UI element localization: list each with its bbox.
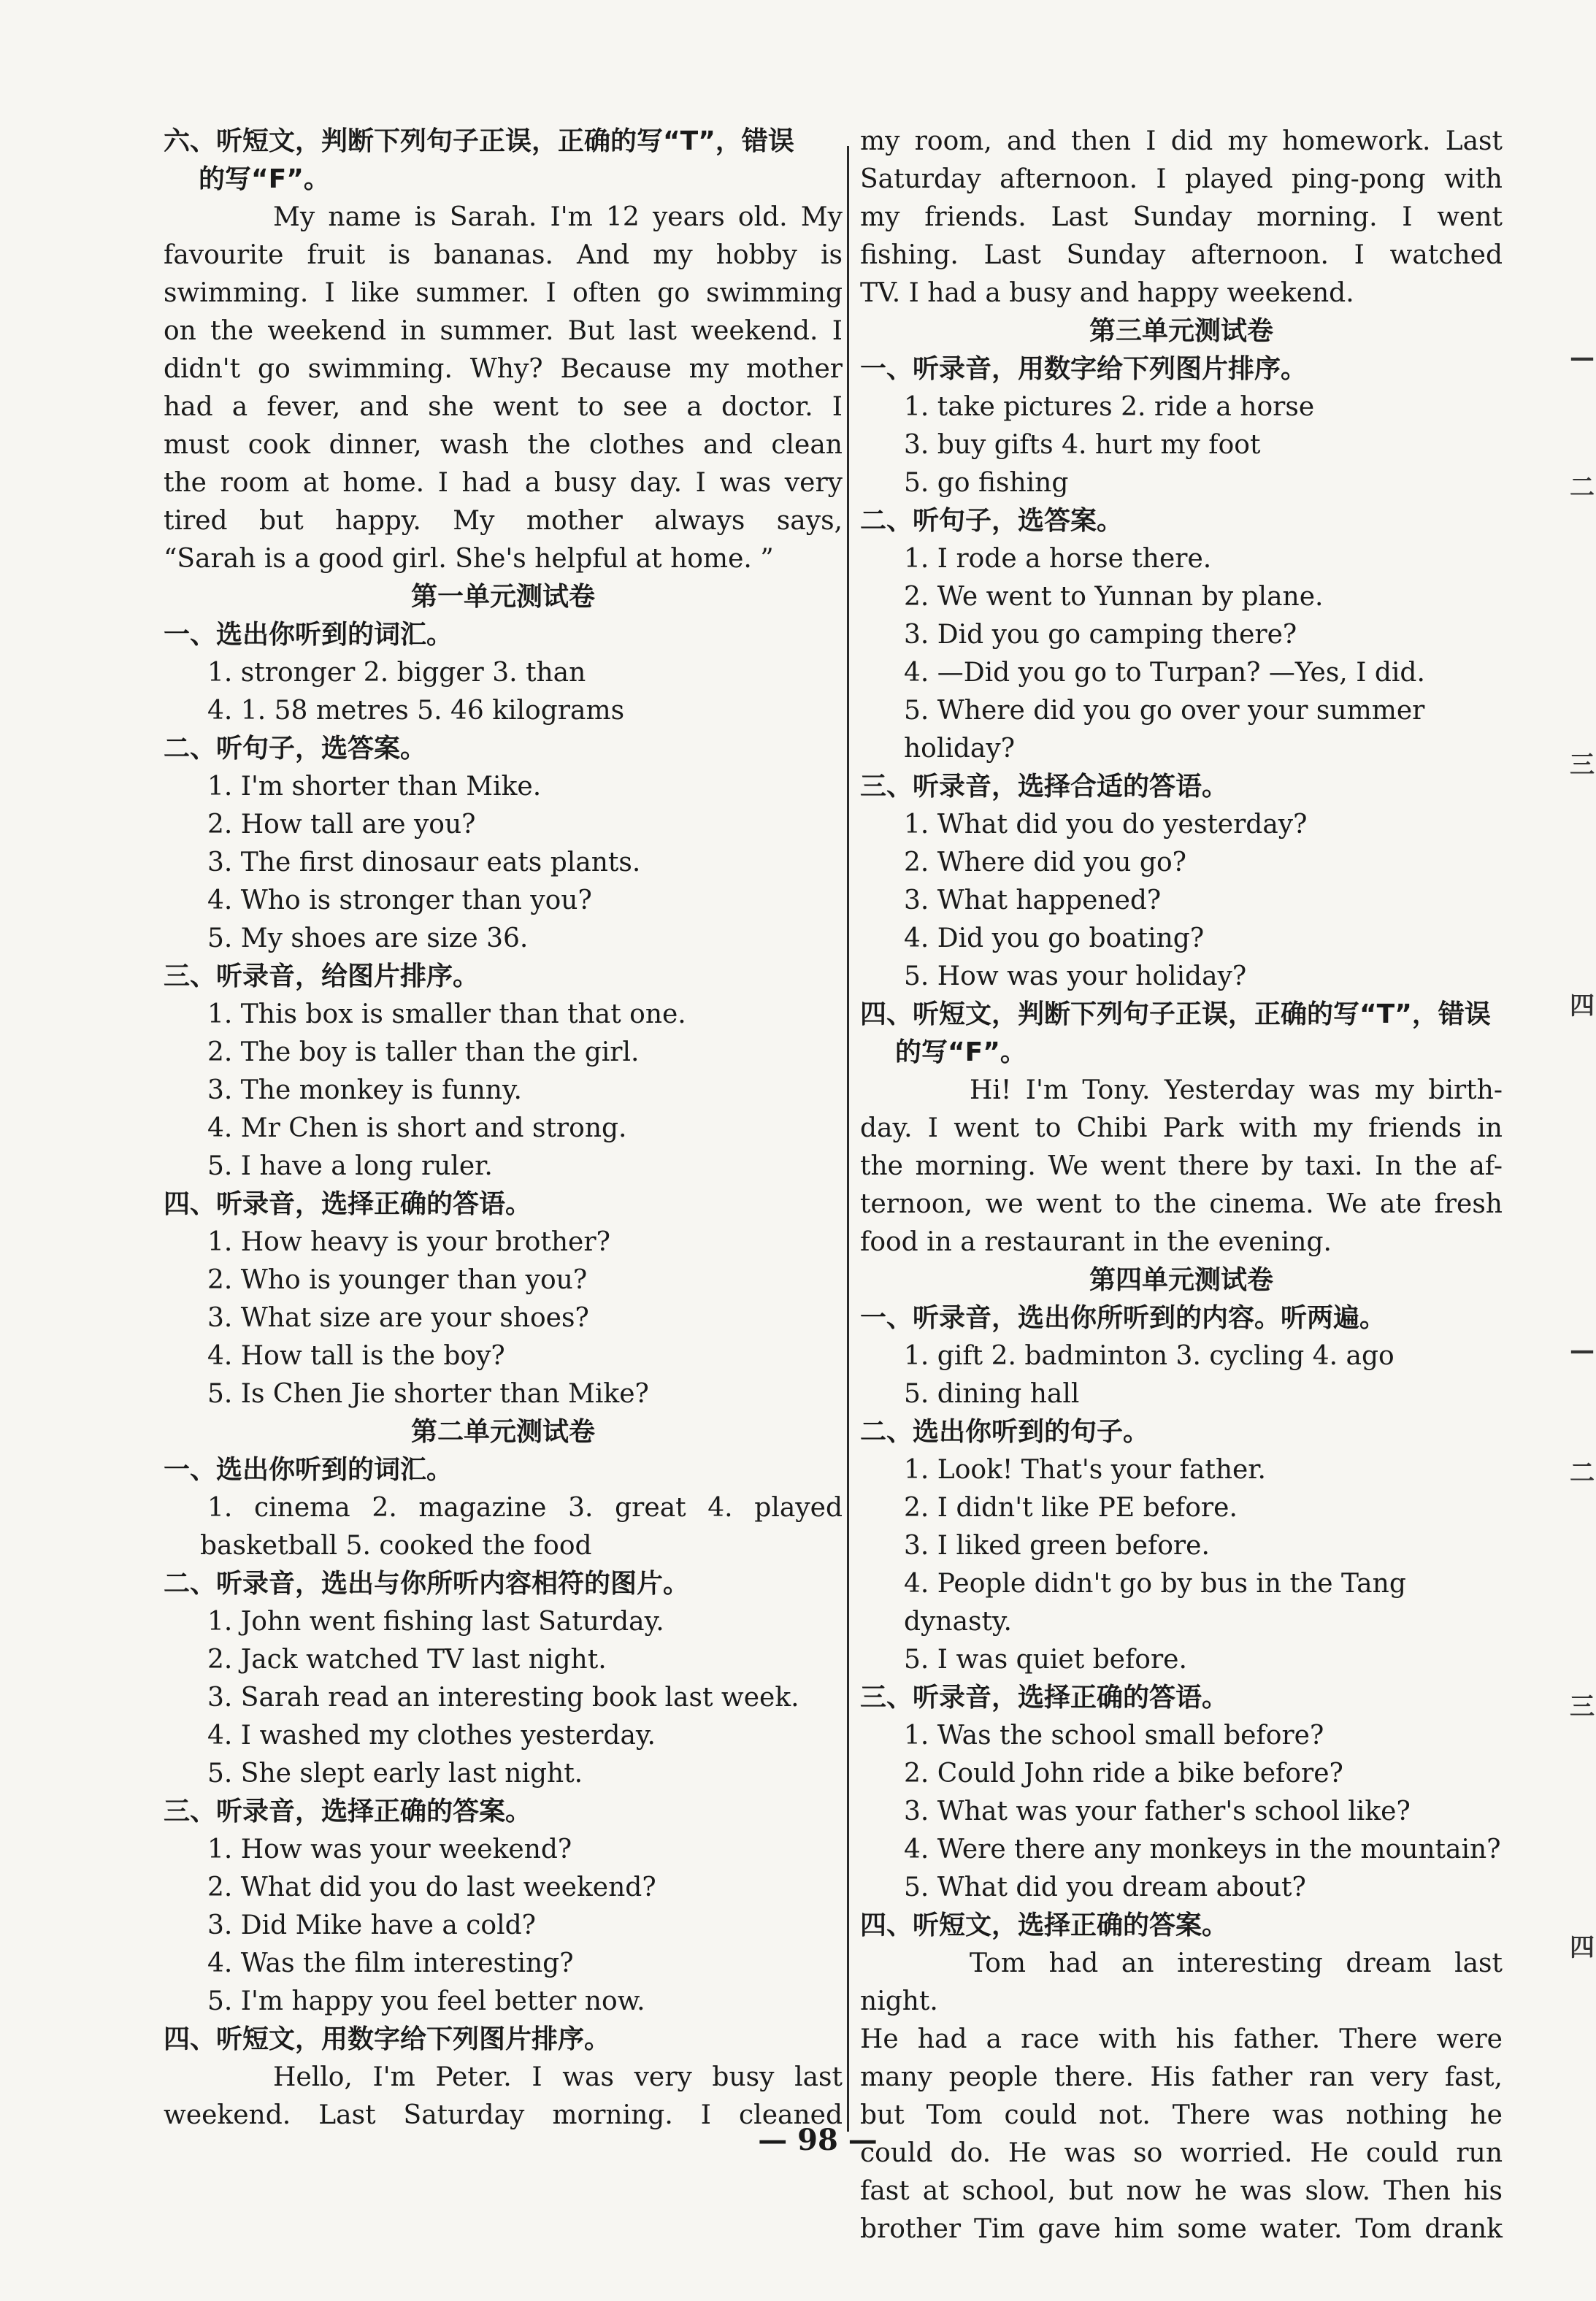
list-item: 3. Sarah read an interesting book last week. — [207, 1683, 799, 1713]
unit-title: 第一单元测试卷 — [410, 582, 595, 612]
section-heading: 三、听录音，选择合适的答语。 — [860, 772, 1229, 802]
list-item: 5. go fishing — [904, 468, 1069, 498]
unit-title: 第三单元测试卷 — [1089, 316, 1273, 346]
page-number: — 98 — — [758, 2123, 878, 2157]
list-item: 1. Look! That's your father. — [904, 1455, 1267, 1485]
section-heading: 四、听短文，判断下列句子正误，正确的写“T”，错误 — [860, 999, 1491, 1029]
list-item: 1. stronger 2. bigger 3. than — [207, 658, 586, 688]
paragraph-line: my friends. Last Sunday morning. I went — [860, 202, 1503, 232]
section-heading: 六、听短文，判断下列句子正误，正确的写“T”，错误 — [164, 126, 794, 156]
paragraph-line: ternoon, we went to the cinema. We ate fresh — [860, 1189, 1503, 1219]
list-item: 2. Who is younger than you? — [207, 1265, 588, 1295]
list-item: 3. I liked green before. — [904, 1531, 1210, 1561]
paragraph-line: food in a restaurant in the evening. — [860, 1227, 1332, 1257]
left-column — [164, 123, 843, 2135]
list-item: 1. This box is smaller than that one. — [207, 999, 686, 1029]
list-item: 4. 1. 58 metres 5. 46 kilograms — [207, 696, 625, 726]
paragraph-line: must cook dinner, wash the clothes and clean — [164, 430, 843, 460]
section-heading-cont: 的写“F”。 — [895, 1037, 1027, 1067]
paragraph-line: Tom had an interesting dream last night. — [860, 1948, 1503, 2016]
list-item: 3. Did Mike have a cold? — [207, 1910, 536, 1940]
page-number-value: 98 — [797, 2123, 838, 2157]
unit-title: 第二单元测试卷 — [410, 1417, 595, 1447]
list-item: 1. How was your weekend? — [207, 1835, 572, 1864]
list-item: 1. cinema 2. magazine 3. great 4. played — [207, 1493, 843, 1523]
list-item: 2. The boy is taller than the girl. — [207, 1037, 640, 1067]
list-item: 3. What size are your shoes? — [207, 1303, 589, 1333]
list-item: 4. How tall is the boy? — [207, 1341, 505, 1371]
paragraph-line: Saturday afternoon. I played ping-pong with — [860, 164, 1503, 194]
list-item: 3. The monkey is funny. — [207, 1075, 522, 1105]
unit-title: 第四单元测试卷 — [1089, 1265, 1273, 1295]
paragraph-line: the room at home. I had a busy day. I was very — [164, 468, 843, 498]
right-column — [860, 123, 1503, 2248]
paragraph-line: favourite fruit is bananas. And my hobby is — [164, 240, 843, 270]
list-item: 5. How was your holiday? — [904, 961, 1247, 991]
list-item: 4. Was the film interesting? — [207, 1948, 574, 1978]
list-item: basketball 5. cooked the food — [200, 1531, 592, 1561]
list-item: 1. What did you do yesterday? — [904, 810, 1308, 840]
paragraph-line: fishing. Last Sunday afternoon. I watched — [860, 240, 1503, 270]
section-heading: 二、选出你听到的句子。 — [860, 1417, 1150, 1447]
paragraph-line: my room, and then I did my homework. Last — [860, 126, 1503, 156]
section-heading: 三、听录音，给图片排序。 — [164, 961, 480, 991]
section-heading-cont: 的写“F”。 — [199, 164, 330, 194]
list-item: 3. Did you go camping there? — [904, 620, 1297, 650]
list-item: 5. She slept early last night. — [207, 1759, 583, 1789]
edge-mark: 四 — [1570, 991, 1595, 1021]
list-item: 2. What did you do last weekend? — [207, 1872, 656, 1902]
paragraph-line: many people there. His father ran very fast, — [860, 2062, 1503, 2092]
paragraph-line: on the weekend in summer. But last weekend. I — [164, 316, 843, 346]
list-item: 2. How tall are you? — [207, 810, 476, 840]
edge-mark: 二 — [1570, 473, 1595, 502]
list-item: 1. How heavy is your brother? — [207, 1227, 610, 1257]
paragraph-line: fast at school, but now he was slow. Then his — [860, 2176, 1503, 2206]
section-heading: 三、听录音，选择正确的答语。 — [860, 1683, 1229, 1713]
list-item: 3. The first dinosaur eats plants. — [207, 848, 641, 877]
list-item: 3. What was your father's school like? — [904, 1797, 1411, 1826]
list-item: 4. Did you go boating? — [904, 923, 1205, 953]
column-divider — [847, 146, 849, 2132]
paragraph-line: the morning. We went there by taxi. In the af- — [860, 1151, 1503, 1181]
section-heading: 四、听录音，选择正确的答语。 — [164, 1189, 532, 1219]
paragraph-line: “Sarah is a good girl. She's helpful at home. ” — [164, 544, 774, 574]
list-item: 1. John went fishing last Saturday. — [207, 1607, 664, 1637]
list-item: 2. Jack watched TV last night. — [207, 1645, 607, 1675]
paragraph-line: brother Tim gave him some water. Tom drank — [860, 2214, 1503, 2244]
paragraph-line: swimming. I like summer. I often go swimming — [164, 278, 843, 308]
edge-mark: — — [1570, 1336, 1595, 1365]
paragraph-line: Hi! I'm Tony. Yesterday was my birth- — [970, 1075, 1503, 1105]
list-item: 5. dining hall — [904, 1379, 1080, 1409]
section-heading: 四、听短文，用数字给下列图片排序。 — [164, 2024, 611, 2054]
list-item: 1. I'm shorter than Mike. — [207, 772, 542, 802]
list-item: 2. Where did you go? — [904, 848, 1186, 877]
paragraph-line: day. I went to Chibi Park with my friends in — [860, 1113, 1503, 1143]
list-item: 4. Mr Chen is short and strong. — [207, 1113, 627, 1143]
list-item: 3. buy gifts 4. hurt my foot — [904, 430, 1261, 460]
list-item: 1. gift 2. badminton 3. cycling 4. ago — [904, 1341, 1394, 1371]
list-item: 4. I washed my clothes yesterday. — [207, 1721, 656, 1751]
paragraph-line: He had a race with his father. There were — [860, 2024, 1503, 2054]
section-heading: 二、听句子，选答案。 — [860, 506, 1124, 536]
list-item: 3. What happened? — [904, 886, 1162, 915]
list-item: 1. I rode a horse there. — [904, 544, 1212, 574]
paragraph-line: Hello, I'm Peter. I was very busy last — [273, 2062, 843, 2092]
edge-mark: 四 — [1570, 1933, 1595, 1962]
list-item: 4. —Did you go to Turpan? —Yes, I did. — [904, 658, 1425, 688]
section-heading: 二、听录音，选出与你所听内容相符的图片。 — [164, 1569, 690, 1599]
section-heading: 三、听录音，选择正确的答案。 — [164, 1797, 532, 1826]
list-item: 4. Were there any monkeys in the mountain? — [904, 1835, 1501, 1864]
edge-mark: 二 — [1570, 1459, 1595, 1488]
list-item: 5. What did you dream about? — [904, 1872, 1306, 1902]
paragraph-line: My name is Sarah. I'm 12 years old. My — [273, 202, 843, 232]
edge-mark: — — [1570, 343, 1595, 372]
list-item: 2. I didn't like PE before. — [904, 1493, 1238, 1523]
list-item: 5. I have a long ruler. — [207, 1151, 493, 1181]
list-item: 4. People didn't go by bus in the Tang dynasty. — [904, 1569, 1406, 1637]
list-item: 5. Where did you go over your summer holiday? — [904, 696, 1425, 764]
paragraph-line: didn't go swimming. Why? Because my mother — [164, 354, 843, 384]
list-item: 5. My shoes are size 36. — [207, 923, 529, 953]
paragraph-line: but Tom could not. There was nothing he — [860, 2100, 1503, 2130]
list-item: 5. I'm happy you feel better now. — [207, 1986, 645, 2016]
list-item: 2. Could John ride a bike before? — [904, 1759, 1343, 1789]
paragraph-line: tired but happy. My mother always says, — [164, 506, 843, 536]
list-item: 1. Was the school small before? — [904, 1721, 1324, 1751]
paragraph-line: weekend. Last Saturday morning. I cleaned — [164, 2100, 843, 2130]
section-heading: 一、选出你听到的词汇。 — [164, 620, 453, 650]
edge-mark: 三 — [1570, 750, 1595, 780]
paragraph-line: TV. I had a busy and happy weekend. — [860, 278, 1354, 308]
list-item: 4. Who is stronger than you? — [207, 886, 592, 915]
paragraph-line: could do. He was so worried. He could run — [860, 2138, 1503, 2168]
edge-mark: 三 — [1570, 1692, 1595, 1721]
section-heading: 二、听句子，选答案。 — [164, 734, 427, 764]
paragraph-line: had a fever, and she went to see a doctor. I — [164, 392, 843, 422]
list-item: 5. I was quiet before. — [904, 1645, 1187, 1675]
list-item: 1. take pictures 2. ride a horse — [904, 392, 1315, 422]
list-item: 2. We went to Yunnan by plane. — [904, 582, 1324, 612]
section-heading: 一、听录音，选出你所听到的内容。听两遍。 — [860, 1303, 1386, 1333]
section-heading: 一、选出你听到的词汇。 — [164, 1455, 453, 1485]
section-heading: 一、听录音，用数字给下列图片排序。 — [860, 354, 1308, 384]
section-heading: 四、听短文，选择正确的答案。 — [860, 1910, 1229, 1940]
list-item: 5. Is Chen Jie shorter than Mike? — [207, 1379, 649, 1409]
